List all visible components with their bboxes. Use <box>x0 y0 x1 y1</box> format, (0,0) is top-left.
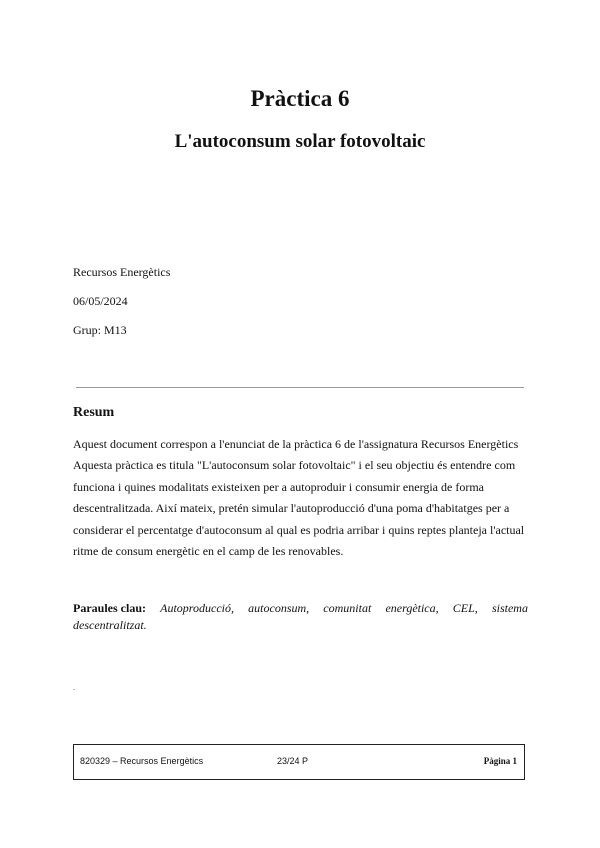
section-divider <box>76 387 524 388</box>
document-date: 06/05/2024 <box>73 294 128 308</box>
abstract-line: Aquest document correspon a l'enunciat de la pràctica 6 de l'assignatura Recursos Energètics <box>73 437 519 451</box>
keyword: autoconsum, <box>248 601 310 615</box>
keywords-block <box>73 600 528 634</box>
keywords-label: Paraules clau: <box>73 601 146 615</box>
footer-page-number: Pàgina 1 <box>483 756 517 766</box>
page-footer <box>73 744 525 780</box>
document-subtitle: L'autoconsum solar fotovoltaic <box>174 131 426 152</box>
course-name: Recursos Energètics <box>73 265 171 279</box>
footer-term: 23/24 P <box>277 756 309 766</box>
group-label: Grup: M13 <box>73 323 127 337</box>
keyword: sistema <box>491 601 528 615</box>
abstract-line: descentralitzada. Així mateix, pretén simular l'autoproducció d'una poma d'habitatges per a <box>73 501 510 516</box>
abstract-line: funciona i quines modalitats existeixen per a autoproduir i consumir energia de forma <box>73 479 484 494</box>
abstract-line: Aquesta pràctica es titula "L'autoconsum solar fotovoltaic" i el seu objectiu és entendre com <box>73 458 516 473</box>
abstract-line: ritme de consum energètic en el camp de les renovables. <box>73 544 344 559</box>
abstract-heading: Resum <box>73 405 115 420</box>
keyword: comunitat <box>323 601 372 615</box>
abstract-body <box>73 434 528 562</box>
keyword: descentralitzat. <box>73 618 147 632</box>
abstract-line: considerar el percentatge d'autoconsum al qual es podria arribar i quins reptes planteja l'actual <box>73 522 525 537</box>
document-title: Pràctica 6 <box>250 86 350 111</box>
keyword: Autoproducció, <box>160 601 235 615</box>
stray-mark: . <box>73 683 75 692</box>
keyword: CEL, <box>452 601 478 615</box>
keyword: energètica, <box>385 601 439 615</box>
footer-course-code: 820329 – Recursos Energètics <box>80 756 204 766</box>
